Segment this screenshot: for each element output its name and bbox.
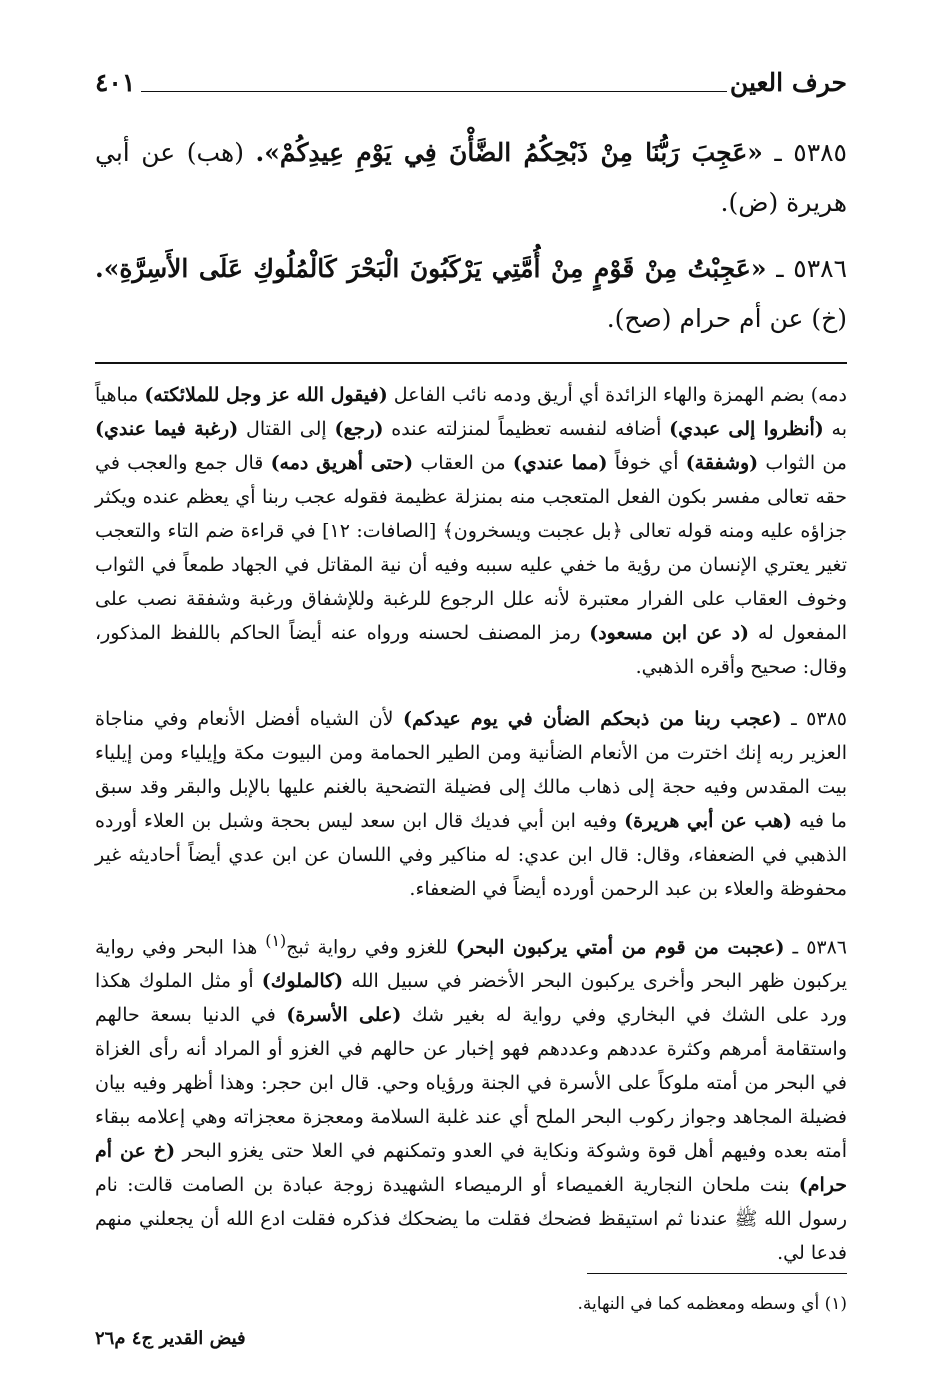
chapter-title: حرف العين [729,68,847,97]
commentary-text: في الدنيا بسعة حالهم واستقامة أمرهم وكثرة عددهم وعددهم فهو إخبار عن حالهم في الغزو أو المراد أنه رأى الغزاة في البحر من أمته ملوكاً على الأسرة في الجنة ورؤياه وحي. قال ابن حجر: وهذا أظهر وفيه بيان فضيلة المجاهد وجواز ركوب البحر الملح أي عند غلبة السلامة ومعجزة معجزاته وهي إعلامه ببقاء أمته بعده وفيهم أهل قوة وشوكة ونكاية في العدو وتمكنهم في العلا حتى يغزو البحر [95,1004,848,1163]
commentary-quote: (عجبت من قوم من أمتي يركبون البحر) [455,936,785,959]
commentary-text: مباهياً به [95,384,848,440]
commentary-number: ٥٣٨٦ ـ [784,936,848,959]
hadith-text: «عَجِبْتُ مِنْ قَوْمٍ مِنْ أُمَّتِي يَرْكَبُونَ الْبَحْرَ كَالْمُلُوكِ عَلَى الأَسِرَّةِ». [95,254,767,283]
commentary-paragraph [95,924,847,1270]
header-rule [141,91,727,92]
commentary-text: أضافه لنفسه تعظيماً لمنزلته عنده [383,418,670,440]
hadith-text: «عَجِبَ رَبُّنَا مِنْ ذَبْحِكُمُ الضَّأْنَ فِي يَوْمِ عِيدِكُمْ». [255,138,763,167]
commentary-text: من العقاب [413,452,513,474]
commentary-text: هذا البحر وفي رواية يركبون ظهر البحر وأخرى يركبون البحر الأخضر في سبيل الله [95,936,848,993]
hadith-number: ٥٣٨٥ ـ [774,138,847,167]
commentary-text: أي خوفاً [607,452,686,474]
commentary-text: رمز المصنف لحسنه ورواه عنه أيضاً الحاكم باللفظ المذكور، وقال: صحيح وأقره الذهبي. [95,622,847,678]
commentary-quote: (وشفقة) [685,452,759,474]
commentary-number: ٥٣٨٥ ـ [781,708,847,730]
commentary-citation: (هب عن أبي هريرة) [624,810,792,832]
commentary-quote: (كالملوك) [261,970,344,993]
commentary-text: قال جمع والعجب في حقه تعالى مفسر بكون الفعل المتعجب منه بمنزلة عظيمة فقوله عجب ربنا أي يعظم عنده ويكثر جزاؤه عليه ومنه قوله تعالى ﴿بل عجبت ويسخرون﴾ [الصافات: ١٢] في قراءة ضم التاء والتعجب تغير يعتري الإنسان من رؤية ما خفي عليه سببه وفيه أن نية المقاتل في الجهاد طمعاً في الثواب وخوف العقاب على الفرار معتبرة لأنه علل الرجوع للرغبة وللإشفاق ورغبة وشفقة نصب على المفعول له [95,452,848,644]
commentary-text: للغزو وفي رواية ثبج [286,936,456,959]
commentary-quote: (عجب ربنا من ذبحكم الضأن في يوم عيدكم) [403,708,782,730]
commentary-quote: (رغبة فيما عندي) [95,418,239,440]
commentary-text: دمه) بضم الهمزة والهاء الزائدة أي أريق ودمه نائب الفاعل [387,384,848,406]
commentary-block [95,378,847,1288]
commentary-quote: (فيقول الله عز وجل للملائكته) [144,384,388,406]
footnote-rule [587,1273,847,1274]
commentary-paragraph [95,378,847,684]
hadith-block [95,128,847,360]
commentary-quote: (على الأسرة) [286,1004,402,1027]
commentary-citation: (د عن ابن مسعود) [589,622,750,644]
commentary-text: وفيه ابن أبي فديك قال ابن سعد ليس بحجة وشبل بن العلاء أورده الذهبي في الضعفاء، وقال: قال ابن عدي: له مناكير وفي اللسان عن ابن عدي أيضاً أحاديثه غير محفوظة والعلاء بن عبد الرحمن أورده أيضاً في الضعفاء. [95,810,847,900]
commentary-text: إلى القتال [238,418,335,440]
commentary-quote: (حتى أهريق دمه) [270,452,414,474]
commentary-text: لأن الشياه أفضل الأنعام وفي مناجاة العزير ربه إنك اخترت من الأنعام الضأنية ومن الطير الحمامة ومن البيوت مكة وإيلياء ومن إيلياء بيت المقدس وفيه حجة إلى ذهاب مالك إلى فضيلة التضحية بالغنم عليها بالإبل والبقر وقد سبق ما فيه [95,708,847,832]
commentary-text: من الثواب [758,452,847,474]
commentary-paragraph [95,702,847,906]
volume-signature: فيض القدير ج٤ م٢٦ [95,1328,246,1349]
commentary-text: أو مثل الملوك هكذا ورد على الشك في البخاري وفي رواية له بغير شك [95,970,847,1027]
commentary-text: بنت ملحان النجارية الغميصاء أو الرميصاء الشهيدة زوجة عبادة بن الصامت قالت: نام رسول الله ﷺ عندنا ثم استيقظ فضحك فقلت ما يضحكك فذكره فقلت ادع الله أن يجعلني منهم فدعا لي. [95,1174,847,1265]
footnote-ref[interactable]: (١) [265,931,287,950]
commentary-quote: (رجع) [334,418,384,440]
hadith-5385 [95,128,847,228]
running-header [95,68,847,110]
hadith-5386 [95,244,847,344]
hadith-source: (هب) عن أبي هريرة (ض). [95,138,847,217]
page-number: ٤٠١ [95,68,136,97]
commentary-quote: (أنظروا إلى عبدي) [669,418,824,440]
hadith-source: (خ) عن أم حرام (صح). [606,304,847,333]
footnote: (١) أي وسطه ومعظمه كما في النهاية. [577,1294,847,1314]
commentary-citation: (خ عن أم حرام) [95,1140,847,1197]
commentary-quote: (مما عندي) [512,452,608,474]
text-commentary-separator [95,362,847,364]
hadith-number: ٥٣٨٦ ـ [776,254,848,283]
